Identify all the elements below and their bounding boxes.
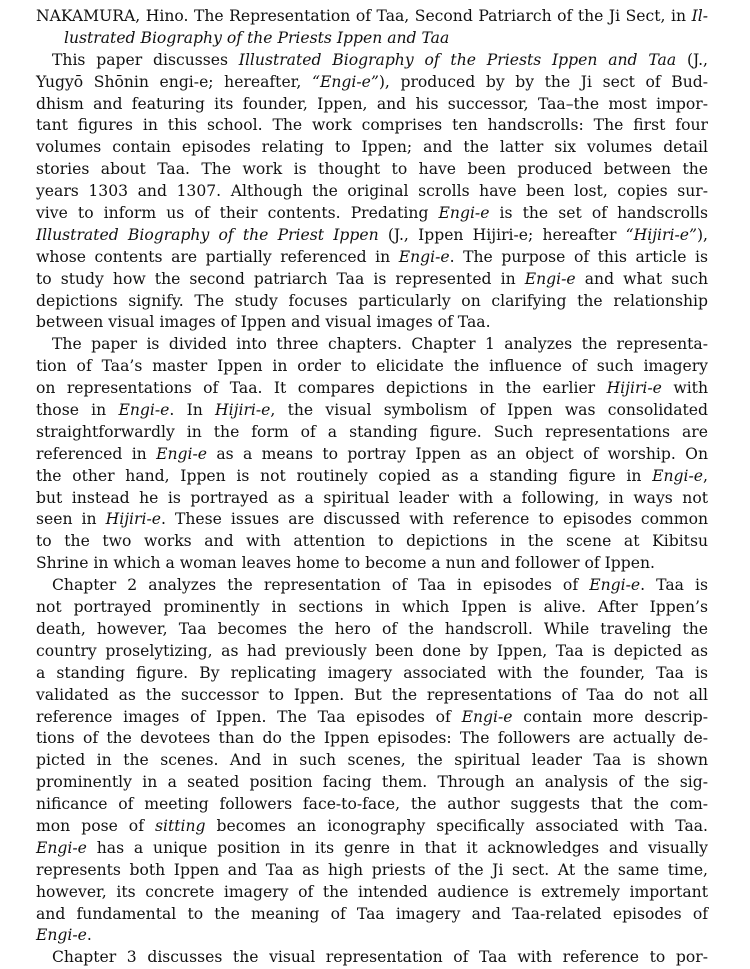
body-text-line xyxy=(36,269,708,291)
body-text-line xyxy=(36,444,708,466)
text-segment: , the visual symbolism of Ippen was consolidated xyxy=(270,401,709,420)
italic-text: sitting xyxy=(154,816,206,835)
body-text-line xyxy=(36,115,708,137)
text-segment: Yugyō Shōnin engi-e; hereafter, xyxy=(36,72,312,91)
body-text-line xyxy=(36,137,708,159)
entry-author: NAKAMURA, Hino. xyxy=(36,7,189,25)
body-text-line xyxy=(36,247,708,269)
text-segment: depictions signify. The study focuses particularly on clarifying the relationship xyxy=(36,291,708,310)
body-text-line xyxy=(36,860,708,882)
body-text-line xyxy=(36,466,708,488)
body-text-line xyxy=(36,619,708,641)
italic-text: Engi-e xyxy=(524,269,576,288)
text-segment: tions of the devotees than do the Ippen episodes: The followers are actually de- xyxy=(36,729,708,748)
italic-text: Hijiri-e xyxy=(606,379,662,398)
text-segment: seen in xyxy=(36,510,106,529)
italic-text: Hijiri-e xyxy=(215,401,271,420)
text-segment: dhism and featuring its founder, Ippen, and his successor, Taa–the most impor- xyxy=(36,94,708,113)
body-text-line xyxy=(36,378,708,400)
text-segment: has a unique position in its genre in that it acknowledges and visually xyxy=(86,838,708,857)
body-text-line xyxy=(36,531,708,553)
entry-title-italic-start: Il- xyxy=(691,7,708,25)
text-segment: . The purpose of this article is xyxy=(449,247,709,266)
text-segment: (J., xyxy=(676,50,708,69)
body-text-line xyxy=(36,400,708,422)
text-segment: death, however, Taa becomes the hero of the handscroll. While traveling the xyxy=(36,619,708,638)
italic-text: Engi-e xyxy=(438,204,490,223)
text-segment: tant figures in this school. The work comprises ten handscrolls: The first four xyxy=(36,116,708,135)
text-segment: prominently in a seated position facing them. Through an analysis of the sig- xyxy=(36,773,708,792)
text-segment: This paper discusses xyxy=(52,50,239,69)
text-segment: Chapter 3 discusses the visual representation of Taa with reference to por- xyxy=(52,948,708,967)
italic-text: “Engi-e” xyxy=(311,72,379,91)
text-segment: to the two works and with attention to depictions in the scene at Kibitsu xyxy=(36,532,708,551)
text-segment: mon pose of xyxy=(36,816,155,835)
body-text-line xyxy=(36,72,708,94)
text-segment: . Taa is xyxy=(640,576,708,595)
body-text-line xyxy=(36,422,708,444)
text-segment: years 1303 and 1307. Although the original scrolls have been lost, copies sur- xyxy=(36,182,708,201)
text-segment: is the set of handscrolls xyxy=(489,204,709,223)
text-segment: Chapter 2 analyzes the representation of Taa in episodes of xyxy=(52,576,590,595)
text-segment: represents both Ippen and Taa as high priests of the Ji sect. At the same time, xyxy=(36,860,708,879)
text-segment: ), xyxy=(696,225,708,244)
body-text-line xyxy=(36,225,708,247)
text-segment: , xyxy=(703,466,708,485)
body-text-line xyxy=(36,488,708,510)
text-segment: whose contents are partially referenced in xyxy=(36,247,399,266)
text-segment: becomes an iconography specifically associated with Taa. xyxy=(205,816,708,835)
text-segment: on representations of Taa. It compares depictions in the earlier xyxy=(36,379,607,398)
text-segment: the other hand, Ippen is not routinely copied as a standing figure in xyxy=(36,466,653,485)
text-segment: however, its concrete imagery of the intended audience is extremely important xyxy=(36,882,708,901)
body-text-line xyxy=(36,707,708,729)
text-segment: Shrine in which a woman leaves home to become a nun and follower of Ippen. xyxy=(36,554,655,573)
text-segment: ), produced by by the Ji sect of Bud- xyxy=(378,72,708,91)
text-segment: as a means to portray Ippen as an object of worship. On xyxy=(206,444,709,463)
text-segment: not portrayed prominently in sections in which Ippen is alive. After Ippen’s xyxy=(36,598,708,617)
body-text-line xyxy=(36,509,708,531)
abstract-body xyxy=(36,50,708,969)
body-text-line xyxy=(36,794,708,816)
body-text-line xyxy=(36,882,708,904)
italic-text: Engi-e xyxy=(156,444,207,463)
italic-text: “Hijiri-e” xyxy=(625,225,697,244)
italic-text: Engi-e xyxy=(36,926,87,945)
italic-text: Engi-e xyxy=(118,401,170,420)
italic-text: Illustrated Biography of the Priest Ippen xyxy=(36,225,379,244)
text-segment: country proselytizing, as had previously been done by Ippen, Taa is depicted as xyxy=(36,641,708,660)
text-segment: volumes contain episodes relating to Ippen; and the latter six volumes detail xyxy=(36,138,708,157)
body-text-line xyxy=(36,312,708,334)
body-text-line xyxy=(36,838,708,860)
italic-text: Engi-e xyxy=(398,247,450,266)
entry-heading-line-2 xyxy=(36,28,708,50)
text-segment: reference images of Ippen. The Taa episodes of xyxy=(36,707,462,726)
text-segment: between visual images of Ippen and visual images of Taa. xyxy=(36,313,491,332)
body-text-line xyxy=(36,904,708,926)
body-text-line xyxy=(36,181,708,203)
text-segment: stories about Taa. The work is thought to have been produced between the xyxy=(36,160,708,179)
entry-title-italic-rest: lustrated Biography of the Priests Ippen and Taa xyxy=(64,28,450,47)
body-text-line xyxy=(36,50,708,72)
body-text-line xyxy=(36,663,708,685)
text-segment: picted in the scenes. And in such scenes, the spiritual leader Taa is shown xyxy=(36,751,708,770)
body-text-line xyxy=(36,816,708,838)
text-segment: nificance of meeting followers face-to-face, the author suggests that the com- xyxy=(36,795,708,814)
text-segment: referenced in xyxy=(36,444,157,463)
body-text-line xyxy=(36,728,708,750)
body-text-line xyxy=(36,203,708,225)
body-text-line xyxy=(36,291,708,313)
text-segment: those in xyxy=(36,401,119,420)
text-segment: . xyxy=(86,926,92,945)
text-segment: a standing figure. By replicating imagery associated with the founder, Taa is xyxy=(36,663,708,682)
text-segment: tion of Taa’s master Ippen in order to elicidate the influence of such imagery xyxy=(36,357,708,376)
body-text-line xyxy=(36,925,708,947)
italic-text: Illustrated Biography of the Priests Ippen and Taa xyxy=(238,50,677,69)
body-text-line xyxy=(36,553,708,575)
text-segment: (J., Ippen Hijiri-e; hereafter xyxy=(378,225,626,244)
abstract-page xyxy=(36,6,708,969)
text-segment: with xyxy=(661,379,708,398)
text-segment: and fundamental to the meaning of Taa imagery and Taa-related episodes of xyxy=(36,904,708,923)
text-segment: contain more descrip- xyxy=(512,707,708,726)
text-segment: straightforwardly in the form of a standing figure. Such representations are xyxy=(36,422,708,441)
italic-text: Engi-e xyxy=(589,576,641,595)
italic-text: Engi-e xyxy=(652,466,704,485)
body-text-line xyxy=(36,94,708,116)
body-text-line xyxy=(36,334,708,356)
italic-text: Engi-e xyxy=(461,707,513,726)
body-text-line xyxy=(36,597,708,619)
text-segment: The paper is divided into three chapters. Chapter 1 analyzes the representa- xyxy=(52,335,708,354)
text-segment: and what such xyxy=(575,269,709,288)
body-text-line xyxy=(36,947,708,969)
italic-text: Engi-e xyxy=(36,838,87,857)
entry-title-plain: The Representation of Taa, Second Patriarch of the Ji Sect, in xyxy=(193,7,687,25)
body-text-line xyxy=(36,750,708,772)
body-text-line xyxy=(36,685,708,707)
body-text-line xyxy=(36,641,708,663)
body-text-line xyxy=(36,575,708,597)
text-segment: . In xyxy=(169,401,216,420)
body-text-line xyxy=(36,356,708,378)
text-segment: . These issues are discussed with reference to episodes common xyxy=(160,510,709,529)
body-text-line xyxy=(36,159,708,181)
body-text-line xyxy=(36,772,708,794)
text-segment: validated as the successor to Ippen. But the representations of Taa do not all xyxy=(36,685,708,704)
italic-text: Hijiri-e xyxy=(105,510,161,529)
text-segment: but instead he is portrayed as a spiritual leader with a following, in ways not xyxy=(36,488,708,507)
entry-heading-line-1 xyxy=(36,6,708,28)
text-segment: to study how the second patriarch Taa is represented in xyxy=(36,269,525,288)
text-segment: vive to inform us of their contents. Predating xyxy=(36,204,439,223)
